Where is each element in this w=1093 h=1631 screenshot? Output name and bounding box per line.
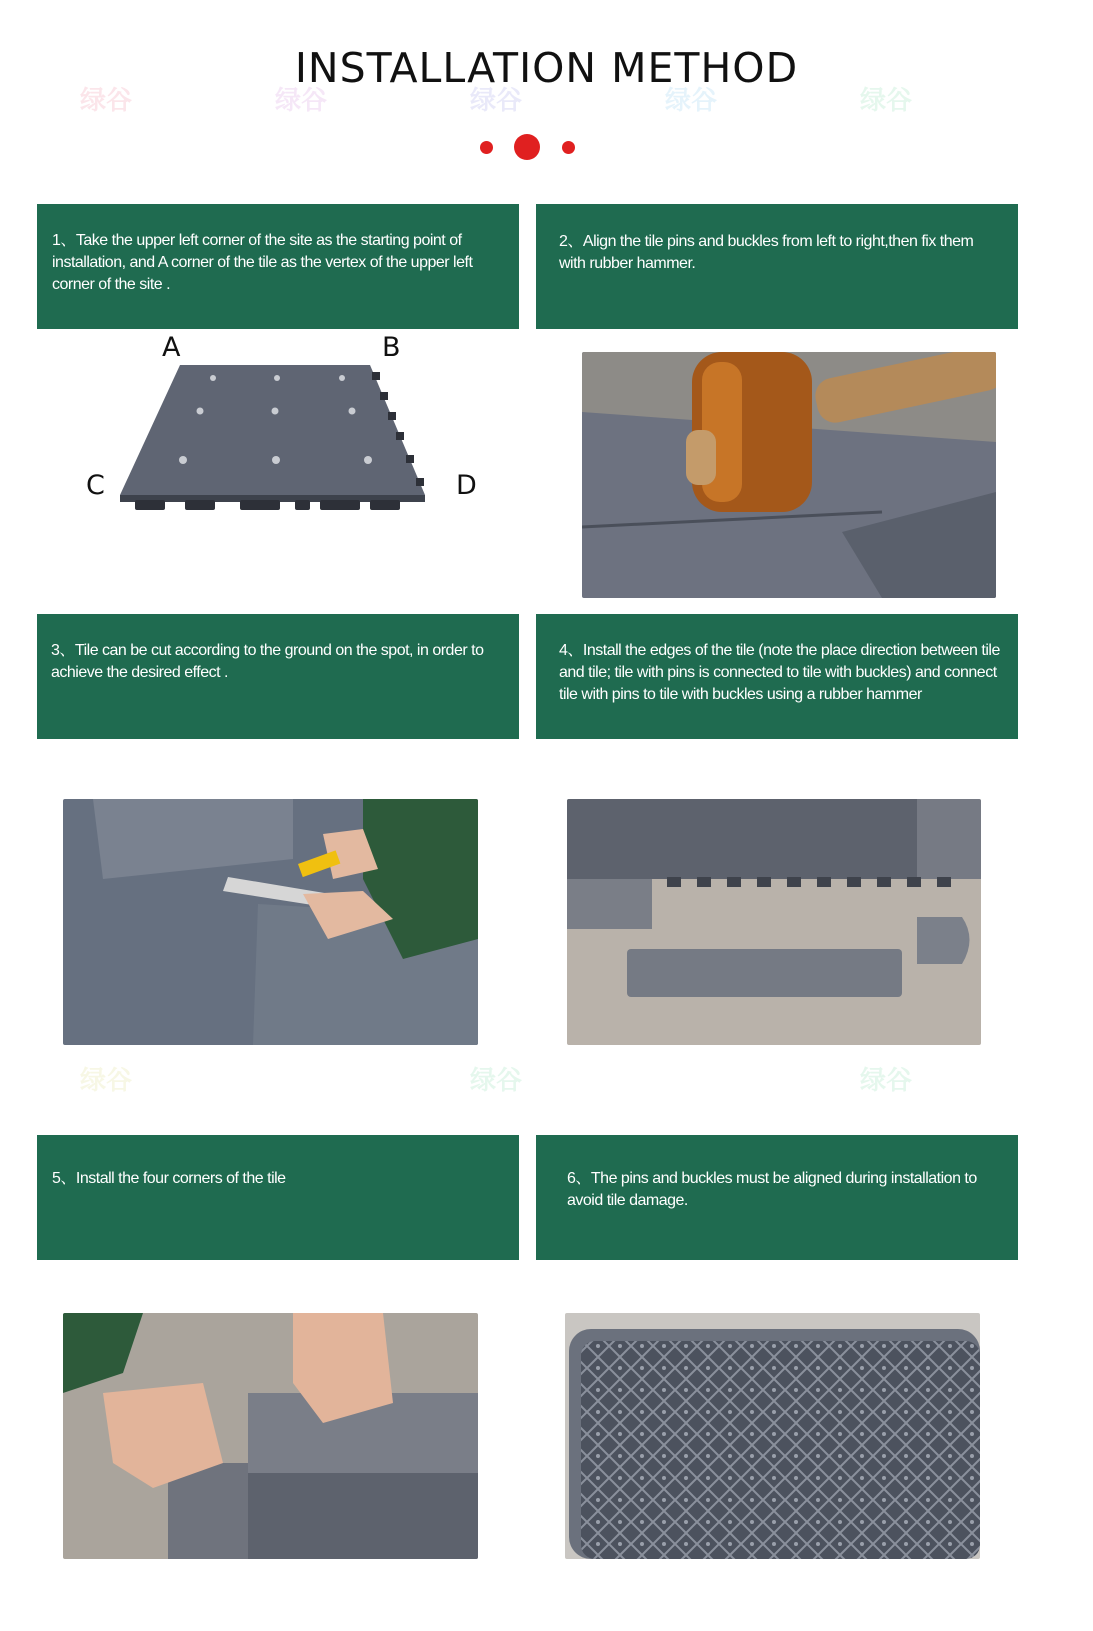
step-4-box	[536, 614, 1018, 739]
corner-label-b: B	[382, 332, 401, 363]
step-3-text: 3、Tile can be cut according to the ground on the spot, in order to achieve the desired effect .	[51, 642, 484, 681]
photo-cutting-tile	[63, 799, 478, 1045]
photo-tile-underside	[565, 1313, 980, 1559]
watermark: 绿谷	[860, 1066, 913, 1096]
decor-dot-right	[562, 141, 575, 154]
step-6-text: 6、The pins and buckles must be aligned during installation to avoid tile damage.	[567, 1170, 977, 1209]
decor-dot-left	[480, 141, 493, 154]
watermark: 绿谷	[470, 1066, 523, 1096]
step-4-text: 4、Install the edges of the tile (note the place direction between tile and tile; tile with pins is connected to tile with buckles) and connect tile with pins to tile with buckles using a rubber hammer	[559, 642, 1000, 703]
step-3-box	[37, 614, 519, 739]
step-6-box	[536, 1135, 1018, 1260]
watermark: 绿谷	[860, 86, 913, 116]
decor-dot-center	[514, 134, 540, 160]
photo-edge-pieces	[567, 799, 981, 1045]
watermark: 绿谷	[665, 86, 718, 116]
step-5-text: 5、Install the four corners of the tile	[52, 1170, 286, 1187]
corner-label-a: A	[162, 332, 181, 363]
step-5-box	[37, 1135, 519, 1260]
watermark: 绿谷	[80, 1066, 133, 1096]
step-2-text: 2、Align the tile pins and buckles from left to right,then fix them with rubber hammer.	[559, 233, 974, 272]
photo-rubber-hammer	[582, 352, 996, 598]
corner-label-c: C	[86, 470, 105, 501]
tile-diagram	[80, 330, 500, 520]
corner-label-d: D	[456, 470, 477, 501]
watermark: 绿谷	[80, 86, 133, 116]
watermark: 绿谷	[470, 86, 523, 116]
step-2-box	[536, 204, 1018, 329]
step-1-text: 1、Take the upper left corner of the site as the starting point of installation, and A corner of the tile as the vertex of the upper left corner of the site .	[52, 232, 473, 293]
page-title: INSTALLATION METHOD	[294, 44, 799, 92]
step-1-box	[37, 204, 519, 329]
watermark: 绿谷	[275, 86, 328, 116]
photo-corner-install	[63, 1313, 478, 1559]
